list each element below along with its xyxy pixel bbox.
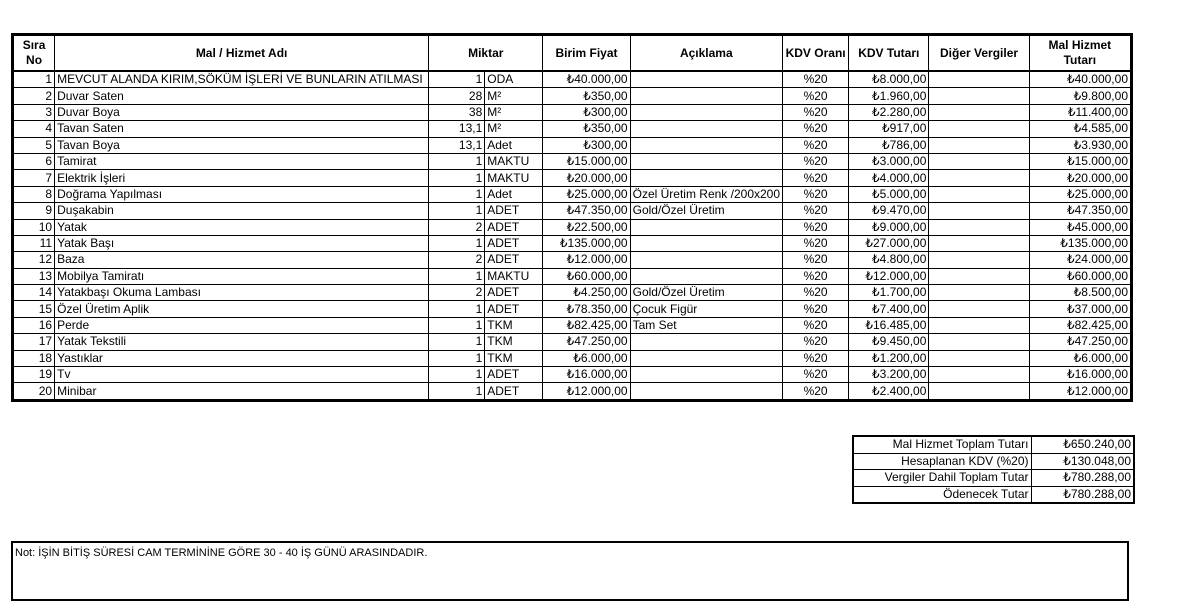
item-total: ₺12.000,00 [1029, 383, 1131, 400]
item-kdv-amount: ₺1.200,00 [849, 350, 929, 366]
item-description [630, 137, 782, 153]
item-kdv-amount: ₺16.485,00 [849, 317, 929, 333]
item-unit-price: ₺78.350,00 [543, 301, 630, 317]
item-quantity: 1 [429, 334, 485, 350]
item-name: Yatak Tekstili [55, 334, 429, 350]
item-name: Yatak Başı [55, 235, 429, 251]
item-total: ₺4.585,00 [1029, 121, 1131, 137]
item-other-taxes [929, 334, 1029, 350]
item-unit: MAKTU [485, 268, 543, 284]
item-kdv-rate: %20 [783, 383, 849, 400]
item-other-taxes [929, 121, 1029, 137]
item-kdv-amount: ₺2.400,00 [849, 383, 929, 400]
row-number: 12 [13, 252, 55, 268]
totals-label: Vergiler Dahil Toplam Tutar [853, 470, 1031, 487]
row-number: 5 [13, 137, 55, 153]
item-total: ₺11.400,00 [1029, 104, 1131, 120]
table-row [13, 301, 1132, 317]
item-unit-price: ₺15.000,00 [543, 153, 630, 169]
item-description: Gold/Özel Üretim [630, 285, 782, 301]
item-quantity: 1 [429, 383, 485, 400]
item-kdv-rate: %20 [783, 285, 849, 301]
item-unit-price: ₺135.000,00 [543, 235, 630, 251]
row-number: 18 [13, 350, 55, 366]
item-kdv-rate: %20 [783, 268, 849, 284]
item-total: ₺6.000,00 [1029, 350, 1131, 366]
note-text: Not: İŞİN BİTİŞ SÜRESİ CAM TERMİNİNE GÖRE 30 - 40 İŞ GÜNÜ ARASINDADIR. [15, 547, 428, 559]
item-unit-price: ₺47.350,00 [543, 203, 630, 219]
note-box [11, 541, 1129, 601]
item-total: ₺16.000,00 [1029, 367, 1131, 383]
item-quantity: 1 [429, 203, 485, 219]
item-description: Çocuk Figür [630, 301, 782, 317]
table-row [13, 334, 1132, 350]
item-name: Tavan Saten [55, 121, 429, 137]
item-kdv-rate: %20 [783, 104, 849, 120]
item-unit-price: ₺300,00 [543, 137, 630, 153]
totals-value: ₺130.048,00 [1031, 453, 1134, 470]
row-number: 7 [13, 170, 55, 186]
item-quantity: 1 [429, 367, 485, 383]
table-row [13, 186, 1132, 202]
item-unit-price: ₺47.250,00 [543, 334, 630, 350]
item-name: Tavan Boya [55, 137, 429, 153]
table-row [13, 235, 1132, 251]
table-row [13, 71, 1132, 88]
header-kdv-orani: KDV Oranı [783, 35, 849, 72]
item-unit-price: ₺12.000,00 [543, 383, 630, 400]
item-unit: ADET [485, 383, 543, 400]
item-description [630, 367, 782, 383]
item-name: Baza [55, 252, 429, 268]
item-quantity: 38 [429, 104, 485, 120]
item-other-taxes [929, 367, 1029, 383]
item-total: ₺20.000,00 [1029, 170, 1131, 186]
item-other-taxes [929, 317, 1029, 333]
item-name: Elektrik İşleri [55, 170, 429, 186]
item-quantity: 1 [429, 71, 485, 88]
row-number: 15 [13, 301, 55, 317]
table-row [13, 219, 1132, 235]
item-unit: ADET [485, 285, 543, 301]
item-unit-price: ₺16.000,00 [543, 367, 630, 383]
item-other-taxes [929, 71, 1029, 88]
item-description [630, 334, 782, 350]
item-description: Tam Set [630, 317, 782, 333]
item-quantity: 1 [429, 301, 485, 317]
item-kdv-rate: %20 [783, 350, 849, 366]
item-name: Duvar Saten [55, 88, 429, 104]
item-name: Doğrama Yapılması [55, 186, 429, 202]
item-kdv-rate: %20 [783, 203, 849, 219]
row-number: 4 [13, 121, 55, 137]
item-quantity: 1 [429, 268, 485, 284]
totals-label: Ödenecek Tutar [853, 486, 1031, 503]
table-row [13, 252, 1132, 268]
row-number: 6 [13, 153, 55, 169]
item-unit-price: ₺60.000,00 [543, 268, 630, 284]
item-name: Tamirat [55, 153, 429, 169]
header-mal-hizmet-adi: Mal / Hizmet Adı [55, 35, 429, 72]
item-unit: ADET [485, 203, 543, 219]
row-number: 2 [13, 88, 55, 104]
row-number: 8 [13, 186, 55, 202]
row-number: 14 [13, 285, 55, 301]
item-total: ₺60.000,00 [1029, 268, 1131, 284]
item-name: Duvar Boya [55, 104, 429, 120]
item-kdv-rate: %20 [783, 121, 849, 137]
item-quantity: 13,1 [429, 137, 485, 153]
item-kdv-rate: %20 [783, 153, 849, 169]
item-quantity: 2 [429, 285, 485, 301]
totals-row [853, 470, 1134, 487]
item-name: Yatak [55, 219, 429, 235]
header-birim-fiyat: Birim Fiyat [543, 35, 630, 72]
item-total: ₺45.000,00 [1029, 219, 1131, 235]
table-row [13, 137, 1132, 153]
totals-row [853, 486, 1134, 503]
item-other-taxes [929, 235, 1029, 251]
item-unit-price: ₺300,00 [543, 104, 630, 120]
row-number: 1 [13, 71, 55, 88]
item-kdv-rate: %20 [783, 235, 849, 251]
item-description [630, 170, 782, 186]
item-unit: ODA [485, 71, 543, 88]
item-total: ₺3.930,00 [1029, 137, 1131, 153]
row-number: 9 [13, 203, 55, 219]
item-unit-price: ₺6.000,00 [543, 350, 630, 366]
item-quantity: 1 [429, 317, 485, 333]
item-unit-price: ₺22.500,00 [543, 219, 630, 235]
item-kdv-amount: ₺4.000,00 [849, 170, 929, 186]
item-kdv-amount: ₺12.000,00 [849, 268, 929, 284]
item-quantity: 2 [429, 252, 485, 268]
item-quantity: 1 [429, 235, 485, 251]
item-unit: M² [485, 121, 543, 137]
header-mal-hizmet-tutari: Mal Hizmet Tutarı [1029, 35, 1131, 72]
item-unit: Adet [485, 137, 543, 153]
item-kdv-amount: ₺9.000,00 [849, 219, 929, 235]
item-description [630, 252, 782, 268]
row-number: 3 [13, 104, 55, 120]
item-kdv-rate: %20 [783, 186, 849, 202]
item-description: Gold/Özel Üretim [630, 203, 782, 219]
item-unit-price: ₺12.000,00 [543, 252, 630, 268]
item-description [630, 350, 782, 366]
item-name: Duşakabin [55, 203, 429, 219]
item-total: ₺37.000,00 [1029, 301, 1131, 317]
item-description [630, 104, 782, 120]
item-quantity: 1 [429, 170, 485, 186]
row-number: 20 [13, 383, 55, 400]
totals-value: ₺780.288,00 [1031, 470, 1134, 487]
header-miktar: Miktar [429, 35, 543, 72]
item-name: Tv [55, 367, 429, 383]
item-quantity: 2 [429, 219, 485, 235]
item-unit: M² [485, 88, 543, 104]
totals-value: ₺780.288,00 [1031, 486, 1134, 503]
item-kdv-rate: %20 [783, 334, 849, 350]
totals-row [853, 453, 1134, 470]
item-other-taxes [929, 170, 1029, 186]
item-kdv-rate: %20 [783, 219, 849, 235]
table-row [13, 170, 1132, 186]
item-description [630, 71, 782, 88]
table-row [13, 383, 1132, 400]
item-kdv-amount: ₺9.450,00 [849, 334, 929, 350]
item-total: ₺47.350,00 [1029, 203, 1131, 219]
item-name: Yatakbaşı Okuma Lambası [55, 285, 429, 301]
item-unit: ADET [485, 219, 543, 235]
item-unit: Adet [485, 186, 543, 202]
header-kdv-tutari: KDV Tutarı [849, 35, 929, 72]
item-unit-price: ₺350,00 [543, 121, 630, 137]
item-total: ₺47.250,00 [1029, 334, 1131, 350]
item-quantity: 1 [429, 186, 485, 202]
item-kdv-amount: ₺786,00 [849, 137, 929, 153]
item-other-taxes [929, 301, 1029, 317]
item-total: ₺24.000,00 [1029, 252, 1131, 268]
item-total: ₺25.000,00 [1029, 186, 1131, 202]
row-number: 17 [13, 334, 55, 350]
item-other-taxes [929, 268, 1029, 284]
invoice-items-table [11, 33, 1133, 402]
item-kdv-rate: %20 [783, 170, 849, 186]
item-description [630, 153, 782, 169]
item-total: ₺15.000,00 [1029, 153, 1131, 169]
item-unit: MAKTU [485, 153, 543, 169]
item-kdv-amount: ₺3.200,00 [849, 367, 929, 383]
item-kdv-amount: ₺917,00 [849, 121, 929, 137]
item-name: Minibar [55, 383, 429, 400]
item-kdv-amount: ₺27.000,00 [849, 235, 929, 251]
item-name: Mobilya Tamiratı [55, 268, 429, 284]
item-name: MEVCUT ALANDA KIRIM,SÖKÜM İŞLERİ VE BUNLARIN ATILMASI [55, 71, 429, 88]
item-kdv-amount: ₺9.470,00 [849, 203, 929, 219]
item-other-taxes [929, 219, 1029, 235]
table-row [13, 104, 1132, 120]
item-total: ₺40.000,00 [1029, 71, 1131, 88]
row-number: 10 [13, 219, 55, 235]
item-unit-price: ₺20.000,00 [543, 170, 630, 186]
item-kdv-amount: ₺3.000,00 [849, 153, 929, 169]
item-description [630, 268, 782, 284]
table-row [13, 203, 1132, 219]
item-description [630, 121, 782, 137]
item-kdv-rate: %20 [783, 252, 849, 268]
totals-value: ₺650.240,00 [1031, 436, 1134, 453]
item-unit-price: ₺82.425,00 [543, 317, 630, 333]
item-unit: ADET [485, 367, 543, 383]
item-unit: TKM [485, 350, 543, 366]
item-unit: ADET [485, 235, 543, 251]
totals-label: Mal Hizmet Toplam Tutarı [853, 436, 1031, 453]
item-quantity: 1 [429, 153, 485, 169]
item-kdv-rate: %20 [783, 301, 849, 317]
table-row [13, 367, 1132, 383]
header-sira-no: Sıra No [13, 35, 55, 72]
item-name: Özel Üretim Aplik [55, 301, 429, 317]
item-quantity: 1 [429, 350, 485, 366]
totals-table [852, 435, 1135, 504]
row-number: 19 [13, 367, 55, 383]
item-description [630, 219, 782, 235]
item-quantity: 13,1 [429, 121, 485, 137]
item-unit-price: ₺4.250,00 [543, 285, 630, 301]
totals-row [853, 436, 1134, 453]
header-diger-vergiler: Diğer Vergiler [929, 35, 1029, 72]
table-row [13, 317, 1132, 333]
table-header-row [13, 35, 1132, 72]
item-kdv-rate: %20 [783, 137, 849, 153]
item-unit: M² [485, 104, 543, 120]
item-kdv-amount: ₺5.000,00 [849, 186, 929, 202]
item-description [630, 383, 782, 400]
table-row [13, 88, 1132, 104]
header-aciklama: Açıklama [630, 35, 782, 72]
item-unit: TKM [485, 334, 543, 350]
item-unit-price: ₺350,00 [543, 88, 630, 104]
table-row [13, 285, 1132, 301]
item-description: Özel Üretim Renk /200x200 [630, 186, 782, 202]
item-total: ₺9.800,00 [1029, 88, 1131, 104]
item-kdv-amount: ₺2.280,00 [849, 104, 929, 120]
item-other-taxes [929, 104, 1029, 120]
item-kdv-amount: ₺7.400,00 [849, 301, 929, 317]
item-total: ₺82.425,00 [1029, 317, 1131, 333]
item-description [630, 88, 782, 104]
item-kdv-amount: ₺8.000,00 [849, 71, 929, 88]
item-name: Perde [55, 317, 429, 333]
item-other-taxes [929, 88, 1029, 104]
item-unit: ADET [485, 252, 543, 268]
item-other-taxes [929, 285, 1029, 301]
item-kdv-amount: ₺1.700,00 [849, 285, 929, 301]
table-row [13, 153, 1132, 169]
item-kdv-rate: %20 [783, 317, 849, 333]
row-number: 16 [13, 317, 55, 333]
item-unit-price: ₺40.000,00 [543, 71, 630, 88]
row-number: 13 [13, 268, 55, 284]
item-name: Yastıklar [55, 350, 429, 366]
item-other-taxes [929, 137, 1029, 153]
item-kdv-rate: %20 [783, 88, 849, 104]
table-row [13, 350, 1132, 366]
row-number: 11 [13, 235, 55, 251]
item-kdv-amount: ₺4.800,00 [849, 252, 929, 268]
item-description [630, 235, 782, 251]
item-other-taxes [929, 203, 1029, 219]
item-unit: TKM [485, 317, 543, 333]
item-other-taxes [929, 383, 1029, 400]
item-unit: ADET [485, 301, 543, 317]
table-row [13, 121, 1132, 137]
table-row [13, 268, 1132, 284]
item-other-taxes [929, 252, 1029, 268]
item-unit: MAKTU [485, 170, 543, 186]
totals-label: Hesaplanan KDV (%20) [853, 453, 1031, 470]
item-kdv-rate: %20 [783, 367, 849, 383]
item-quantity: 28 [429, 88, 485, 104]
item-total: ₺135.000,00 [1029, 235, 1131, 251]
item-kdv-amount: ₺1.960,00 [849, 88, 929, 104]
item-other-taxes [929, 350, 1029, 366]
item-other-taxes [929, 153, 1029, 169]
item-unit-price: ₺25.000,00 [543, 186, 630, 202]
item-other-taxes [929, 186, 1029, 202]
item-total: ₺8.500,00 [1029, 285, 1131, 301]
item-kdv-rate: %20 [783, 71, 849, 88]
